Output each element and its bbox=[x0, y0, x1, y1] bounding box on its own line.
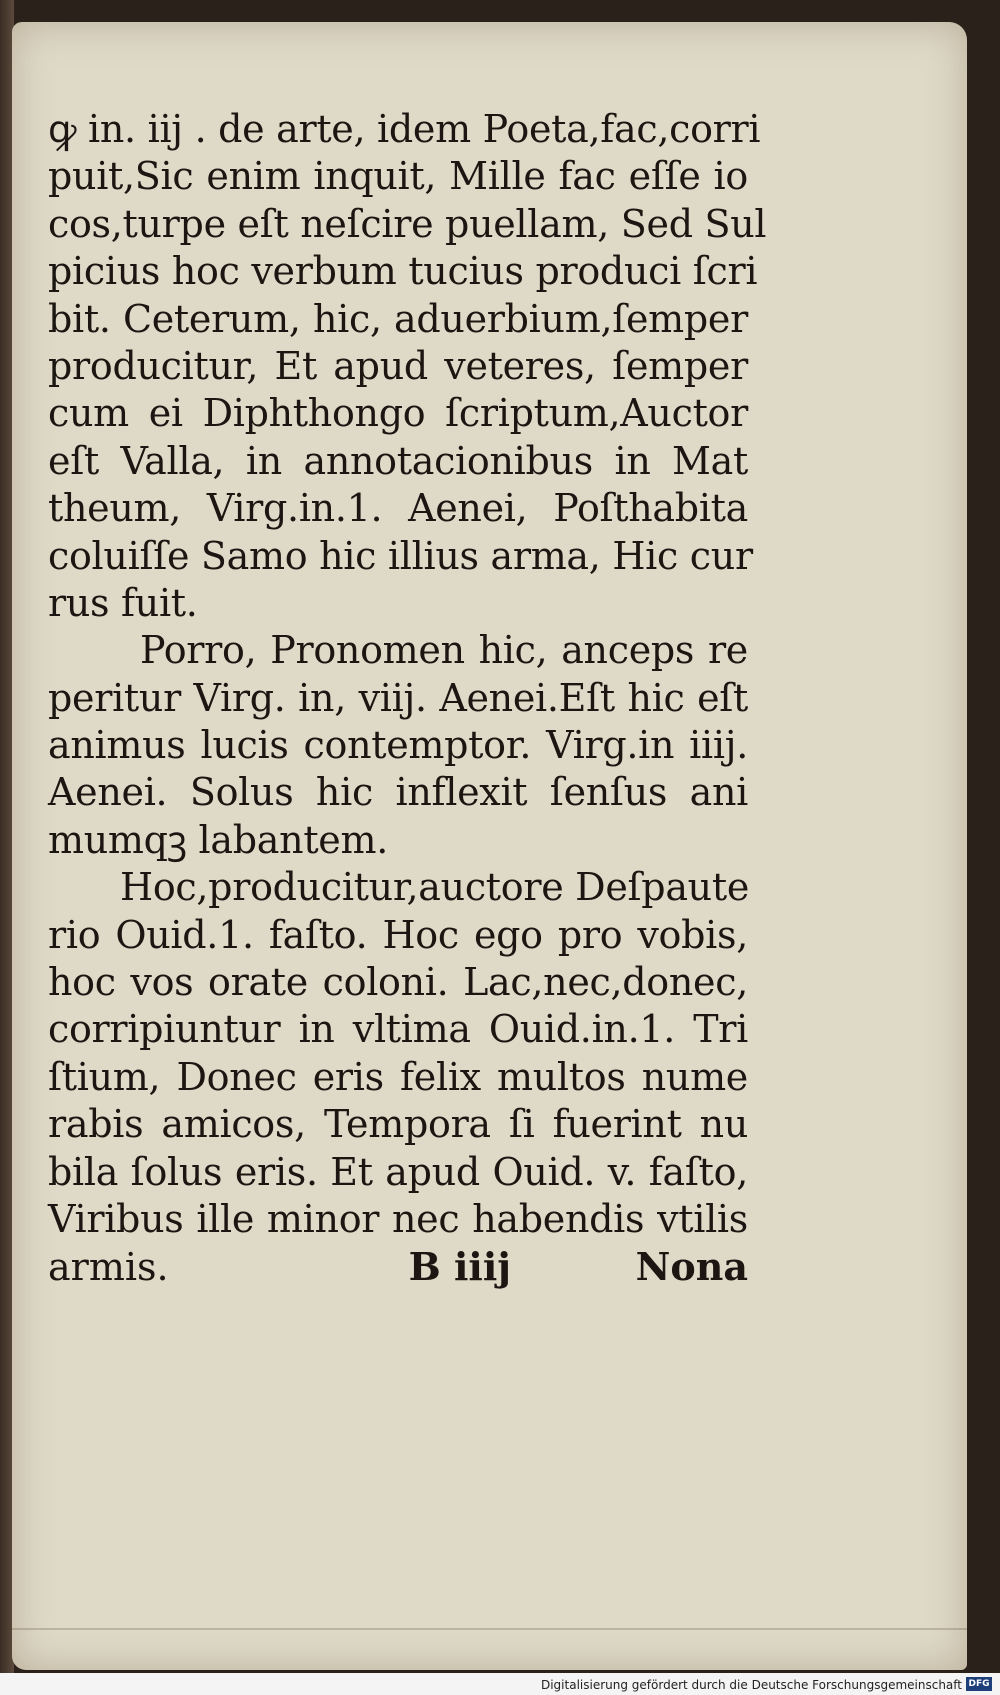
funding-credit: Digitalisierung gefördert durch die Deutsche Forschungsgemeinschaft bbox=[540, 1678, 962, 1692]
text-line: puit,Sic enim inquit, Mille fac eſſe io bbox=[48, 154, 748, 199]
catchword: Nona bbox=[635, 1244, 748, 1290]
text-line: ſtium, Donec eris felix multos nume bbox=[48, 1054, 748, 1099]
text-line: coluiſſe Samo hic illius arma, Hic cur bbox=[48, 533, 753, 578]
last-word: armis. bbox=[48, 1245, 169, 1290]
signature-line bbox=[48, 1243, 748, 1290]
signature-mark: B iiij bbox=[408, 1244, 511, 1290]
text-line: producitur, Et apud veteres, ſemper bbox=[48, 343, 748, 388]
text-line: Viribus ille minor nec habendis vtilis bbox=[48, 1196, 748, 1241]
text-line-paragraph-start: Porro, Pronomen hic, anceps re bbox=[140, 628, 748, 673]
text-line: ꝙ in. iij . de arte, idem Poeta,fac,corri bbox=[48, 107, 761, 151]
footer-bar bbox=[0, 1673, 1000, 1695]
text-line: rio Ouid.1. faſto. Hoc ego pro vobis, bbox=[48, 912, 748, 957]
text-line: hoc vos orate coloni. Lac,nec,donec, bbox=[48, 960, 748, 1005]
text-line: animus lucis contemptor. Virg.in iiij. bbox=[48, 723, 748, 768]
text-line: mumqꝫ labantem. bbox=[48, 817, 388, 862]
text-line: bila ſolus eris. Et apud Ouid. v. faſto, bbox=[48, 1149, 748, 1194]
text-line: theum, Virg.in.1. Aenei, Poſthabita bbox=[48, 486, 748, 531]
text-line: cum ei Diphthongo ſcriptum,Auctor bbox=[48, 391, 748, 436]
text-line: rabis amicos, Tempora ſi fuerint nu bbox=[48, 1102, 748, 1147]
text-line: rus fuit. bbox=[48, 580, 198, 625]
text-line: Aenei. Solus hic inflexit ſenſus ani bbox=[48, 770, 748, 815]
text-line: corripiuntur in vltima Ouid.in.1. Tri bbox=[48, 1007, 748, 1052]
dfg-logo: DFG bbox=[966, 1677, 992, 1691]
text-line: cos,turpe eſt neſcire puellam, Sed Sul bbox=[48, 201, 767, 246]
text-line: bit. Ceterum, hic, aduerbium,ſemper bbox=[48, 296, 748, 341]
text-line: eſt Valla, in annotacionibus in Mat bbox=[48, 438, 748, 483]
text-line: picius hoc verbum tucius produci ſcri bbox=[48, 249, 758, 294]
book-page bbox=[12, 22, 967, 1670]
text-line-paragraph-start: Hoc,producitur,auctore Deſpaute bbox=[120, 865, 750, 910]
text-line: peritur Virg. in, viij. Aenei.Eſt hic eſt bbox=[48, 675, 748, 720]
text-block bbox=[48, 106, 767, 1291]
